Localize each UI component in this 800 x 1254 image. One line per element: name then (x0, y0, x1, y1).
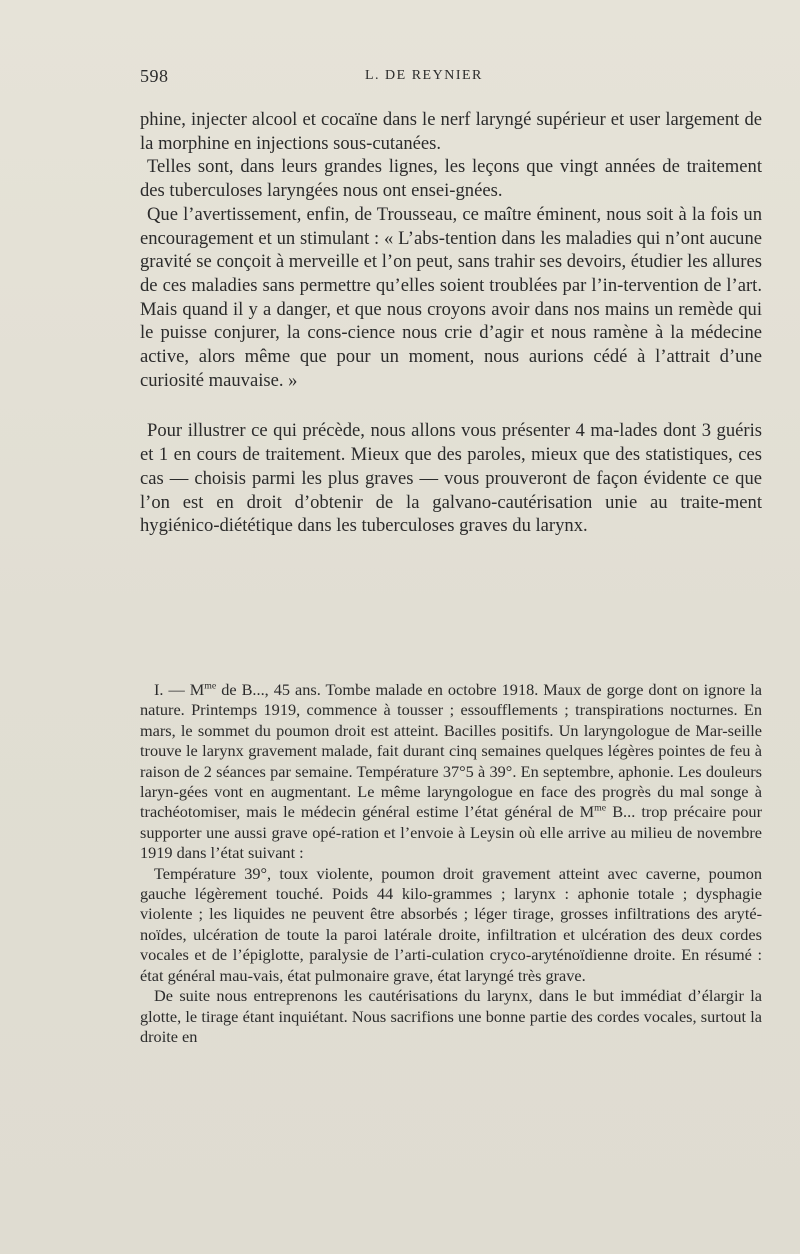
main-text (140, 108, 762, 538)
paragraph-1: phine, injecter alcool et cocaïne dans le nerf laryngé supérieur et user largement de la morphine en injections sous-cutanées. (140, 109, 762, 154)
case-paragraph-2: Température 39°, toux violente, poumon droit gravement atteint avec caverne, poumon gauche légèrement touché. Poids 44 kilo-grammes ; larynx : aphonie totale ; dysphagie violente ; les liquides ne peuvent être absorbés ; léger tirage, grosses infiltrations des aryté-noïdes, ulcération de toute la paroi latérale droite, infiltration et ulcération des deux cordes vocales et de l’épiglotte, paralysie de l’arti-culation cryco-aryténoïdienne droite. En résumé : état général mau-vais, état pulmonaire grave, état laryngé très grave. (140, 863, 762, 985)
case-history-text: de B..., 45 ans. Tombe malade en octobre 1918. Maux de gorge dont on ignore la nature. Printemps 1919, commence à tousser ; essoufflements ; transpirations nocturnes. En mars, le sommet du poumon droit est atteint. Bacilles positifs. Un laryngologue de Mar-seille trouve le larynx gravement malade, fait durant cinq semaines quelques légères pointes de feu à raison de 2 séances par semaine. Température 37°5 à 39°. En septembre, aphonie. Les douleurs laryn-gées vont en augmentant. Le même laryngologue en face des progrès du mal songe à trachéotomiser, mais le médecin général estime l’état général de M (140, 680, 763, 822)
running-head: L. DE REYNIER (365, 68, 483, 83)
case-report (140, 680, 762, 1047)
case-history-text-end: B... trop précaire pour supporter une aussi grave opé-ration et l’envoie à Leysin où elle arrive au milieu de novembre 1919 dans l’état suivant : (140, 802, 762, 863)
page-number: 598 (140, 66, 169, 86)
paragraph-2: Telles sont, dans leurs grandes lignes, les leçons que vingt années de traitement des tuberculoses laryngées nous ont ensei-gnées. (140, 156, 762, 202)
case-paragraph-1 (140, 680, 762, 864)
title-superscript: me (204, 680, 217, 692)
title-superscript: me (594, 803, 607, 815)
page-header (140, 66, 752, 94)
case-intro-text: I. — M (154, 680, 205, 699)
case-paragraph-3: De suite nous entreprenons les cautérisations du larynx, dans le but immédiat d’élargir la glotte, le tirage étant inquiétant. Nous sacrifions une bonne partie des cordes vocales, surtout la droite en (140, 986, 762, 1046)
paragraph-3: Que l’avertissement, enfin, de Trousseau, ce maître éminent, nous soit à la fois un encouragement et un stimulant : « L’abs-tention dans les maladies qui n’ont aucune gravité se conçoit à merveille et l’on peut, sans trahir ses devoirs, étudier les allures de ces maladies sans permettre qu’elles soient troublées par l’in-tervention de l’art. Mais quand il y a danger, et que nous croyons avoir dans nos mains un remède qui le puisse conjurer, la cons-cience nous crie d’agir et nous ramène à la médecine active, alors même que pour un moment, nous aurions cédé à l’attrait d’une curiosité mauvaise. » (140, 203, 762, 391)
paragraph-4: Pour illustrer ce qui précède, nous allons vous présenter 4 ma-lades dont 3 guéris et 1 en cours de traitement. Mieux que des paroles, mieux que des statistiques, ces cas — choisis parmi les plus graves — vous prouveront de façon évidente ce que l’on est en droit d’obtenir de la galvano-cautérisation unie au traite-ment hygiénico-diététique dans les tuberculoses graves du larynx. (140, 420, 762, 537)
